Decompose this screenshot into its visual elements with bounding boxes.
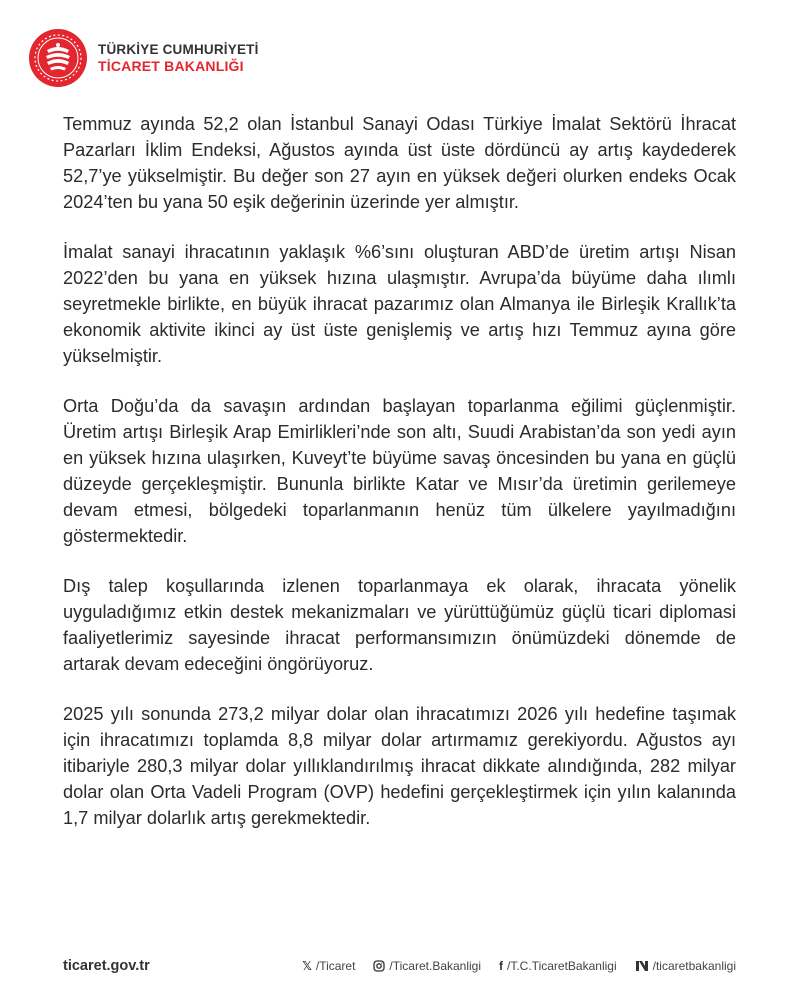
article-body xyxy=(63,111,736,855)
social-label: /ticaretbakanligi xyxy=(652,959,736,973)
footer xyxy=(63,958,736,974)
nsosyal-icon xyxy=(635,960,649,972)
ministry-emblem-icon xyxy=(28,28,88,88)
paragraph: 2025 yılı sonunda 273,2 milyar dolar olan ihracatımızı 2026 yılı hedefine taşımak için ihracatımızı toplamda 8,8 milyar dolar artırmamız gerekiyordu. Ağustos ayı itibariyle 280,3 milyar dolar yıllıklandırılmış ihracat dikkate alındığında, 282 milyar dolar olan Orta Vadeli Program (OVP) hedefini gerçekleştirmek için yılın kalanında 1,7 milyar dolarlık artış gerekmektedir. xyxy=(63,704,736,828)
social-instagram[interactable] xyxy=(373,959,481,973)
social-x[interactable] xyxy=(302,959,355,973)
website-link[interactable]: ticaret.gov.tr xyxy=(63,958,150,974)
paragraph: Temmuz ayında 52,2 olan İstanbul Sanayi Odası Türkiye İmalat Sektörü İhracat Pazarları İklim Endeksi, Ağustos ayında üst üste dördüncü ay artış kaydederek 52,7’ye yükselmiştir. Bu değer son 27 ayın en yüksek değeri olurken endeks Ocak 2024’ten bu yana 50 eşik değerinin üzerinde yer almıştır. xyxy=(63,114,736,212)
header xyxy=(28,28,259,88)
ministry-name-line2: TİCARET BAKANLIĞI xyxy=(98,57,244,74)
paragraph: Orta Doğu’da da savaşın ardından başlayan toparlanma eğilimi güçlenmiştir. Üretim artışı Birleşik Arap Emirlikleri’nde son altı, Suudi Arabistan’da son yedi ayın en yüksek hızına ulaşırken, Kuveyt’te büyüme savaş öncesinden bu yana en güçlü düzeyde gerçekleşmiştir. Bununla birlikte Katar ve Mısır’da üretimin gerilemeye devam etmesi, bölgedeki toparlanmanın henüz tüm ülkelere yayılmadığını göstermektedir. xyxy=(63,396,736,546)
facebook-icon: f xyxy=(499,959,504,973)
social-nsosyal[interactable] xyxy=(635,959,736,973)
paragraph: İmalat sanayi ihracatının yaklaşık %6’sını oluşturan ABD’de üretim artışı Nisan 2022’den bu yana en yüksek hızına ulaşmıştır. Avrupa’da büyüme daha ılımlı seyretmekle birlikte, en büyük ihracat pazarımız olan Almanya ile Birleşik Krallık’ta ekonomik aktivite ikinci ay üst üste genişlemiş ve artış hızı Temmuz ayına göre yükselmiştir. xyxy=(63,242,736,366)
instagram-icon xyxy=(373,960,385,972)
paragraph: Dış talep koşullarında izlenen toparlanmaya ek olarak, ihracata yönelik uyguladığımız etkin destek mekanizmaları ve yürüttüğümüz güçlü ticari diplomasi faaliyetlerimiz sayesinde ihracat performansımızın önümüzdeki dönemde de artarak devam edeceğini öngörüyoruz. xyxy=(63,576,736,674)
social-links xyxy=(302,959,736,973)
social-facebook[interactable] xyxy=(499,959,617,973)
social-label: /T.C.TicaretBakanligi xyxy=(507,959,617,973)
ministry-name-line1: TÜRKİYE CUMHURİYETİ xyxy=(98,42,259,58)
social-label: /Ticaret xyxy=(315,959,356,973)
social-label: /Ticaret.Bakanligi xyxy=(389,959,482,973)
x-icon: 𝕏 xyxy=(302,959,312,973)
